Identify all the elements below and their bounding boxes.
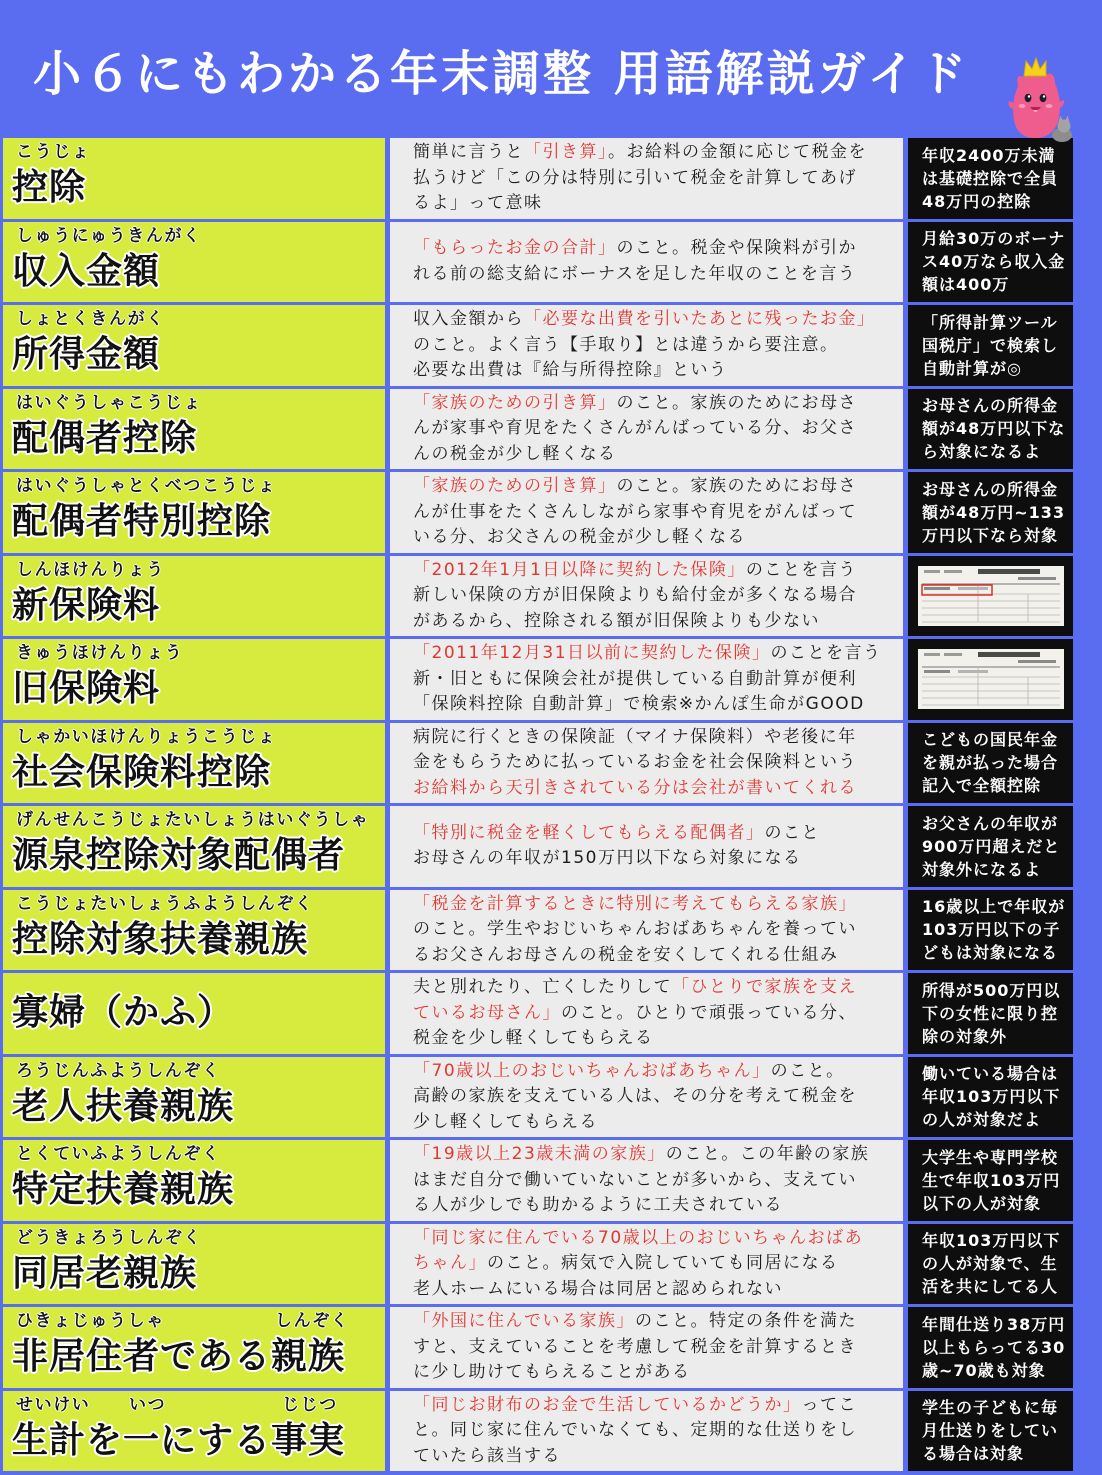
description-text: のこと。税金や保険料が引か — [616, 238, 857, 259]
glossary-row — [3, 1224, 1073, 1305]
term-cell — [3, 639, 385, 720]
glossary-row — [3, 1391, 1073, 1472]
glossary-row — [3, 1307, 1073, 1388]
description-line — [413, 750, 903, 776]
term-reading: きゅうほけんりょう — [16, 643, 184, 663]
description-text: のこと。病気で入院していても同居になる — [487, 1253, 839, 1273]
glossary-row — [3, 890, 1073, 971]
term-reading: しゅうにゅうきんがく — [16, 225, 202, 246]
description-line — [413, 821, 903, 847]
description-text: 病院に行くときの保険証（マイナ保険料）や老後に年 — [413, 726, 857, 747]
term-label: 控除対象扶養親族 — [12, 918, 309, 960]
term-reading: どうきょろうしんぞく — [16, 1227, 202, 1248]
term-label: 収入金額 — [12, 250, 161, 292]
term-reading: じじつ — [282, 1394, 338, 1415]
glossary-row — [3, 973, 1073, 1054]
note-line: 「所得計算ツール — [922, 312, 1058, 332]
term-reading: ろうじんふようしんぞく — [16, 1060, 221, 1081]
description-text: ってこ — [801, 1394, 857, 1415]
term-reading: はいぐうしゃとくべつこうじょ — [16, 476, 277, 496]
note-cell — [908, 1307, 1073, 1388]
description-cell — [390, 556, 903, 637]
term-reading: こうじょたいしょうふようしんぞく — [16, 893, 314, 914]
note-line: 年収103万円以下 — [922, 1087, 1061, 1107]
term-label: 配偶者特別控除 — [12, 501, 272, 542]
note-cell — [908, 639, 1073, 720]
term-reading: しゃかいほけんりょうこうじょ — [16, 726, 277, 747]
note-line: の人が対象で、生 — [922, 1254, 1058, 1274]
description-text: はまだ自分で働いていないことが多いから、支えてい — [413, 1169, 857, 1190]
note-line: を親が払った場合 — [922, 753, 1059, 773]
insurance-certificate-marked-thumbnail — [918, 566, 1064, 626]
highlighted-text: 「家族のための引き算」 — [413, 392, 617, 413]
description-line — [413, 1360, 903, 1386]
note-line: どもは対象になる — [922, 943, 1059, 963]
description-text: 高齢の家族を支えている人は、その分を考えて税金を — [413, 1086, 857, 1106]
term-label: 社会保険料控除 — [12, 751, 272, 793]
term-label: 新保険料 — [12, 584, 161, 626]
description-cell — [390, 890, 903, 971]
term-label: 同居老親族 — [12, 1252, 198, 1294]
term-cell — [3, 556, 385, 637]
description-cell — [390, 1057, 903, 1138]
description-line — [413, 558, 903, 584]
description-line — [413, 474, 903, 500]
description-text: のことを言う — [745, 559, 857, 580]
highlighted-text: 「同じ家に住んでいる70歳以上のおじいちゃんおばあ — [413, 1227, 864, 1248]
note-line: 48万円の控除 — [922, 191, 1032, 211]
highlighted-text: ちゃん」 — [413, 1253, 487, 1273]
description-text: のこと。特定の条件を満た — [635, 1311, 857, 1331]
description-text: 金をもらうために払っているお金を社会保険料という — [413, 752, 857, 772]
description-text: 老人ホームにいる場合は同居と認められない — [413, 1278, 783, 1299]
note-line: 額が48万円~133 — [922, 502, 1066, 522]
description-text: る人が少しでも助かるように工夫されている — [413, 1195, 783, 1215]
description-text: のことを言う — [770, 643, 882, 663]
term-cell — [3, 138, 385, 219]
description-line — [413, 525, 903, 551]
description-text: 夫と別れたり、亡くしたりして — [413, 977, 672, 997]
description-text: のこと。 — [770, 1060, 845, 1081]
description-line — [413, 1193, 903, 1219]
note-line: 歳~70歳も対象 — [922, 1360, 1046, 1380]
description-line — [413, 1251, 903, 1277]
term-cell — [3, 723, 385, 804]
note-cell — [908, 1391, 1073, 1472]
note-line: る場合は対象 — [922, 1444, 1025, 1464]
description-text: と。同じ家に住んでいなくても、定期的な仕送りをし — [413, 1420, 857, 1440]
note-line: 記入で全額控除 — [922, 776, 1042, 796]
highlighted-text: 「税金を計算するときに特別に考えてもらえる家族」 — [413, 893, 857, 914]
term-reading: しんほけんりょう — [16, 559, 165, 580]
term-cell — [3, 1307, 385, 1388]
glossary-row — [3, 1140, 1073, 1221]
description-text: るよ」って意味 — [413, 193, 543, 213]
description-line — [413, 416, 903, 442]
description-line — [413, 609, 903, 635]
note-line: 万円以下なら対象 — [922, 525, 1059, 545]
glossary-row — [3, 806, 1073, 887]
highlighted-text: 「家族のための引き算」 — [413, 476, 617, 496]
glossary-row — [3, 556, 1073, 637]
description-text: 必要な出費は『給与所得控除』という — [413, 360, 728, 380]
note-line: 年間仕送り38万円 — [922, 1314, 1066, 1334]
term-reading: はいぐうしゃこうじょ — [16, 392, 202, 413]
term-reading: しょとくきんがく — [16, 309, 165, 329]
description-line — [413, 846, 903, 872]
glossary-row — [3, 222, 1073, 303]
description-line — [413, 892, 903, 918]
description-text: お母さんの年収が150万円以下なら対象になる — [413, 848, 802, 869]
description-line — [413, 1026, 903, 1052]
note-line: 年収103万円以下 — [922, 1231, 1061, 1251]
note-cell — [908, 1057, 1073, 1138]
term-reading: せいけい — [16, 1394, 91, 1415]
note-line: こどもの国民年金 — [922, 730, 1059, 750]
note-cell — [908, 556, 1073, 637]
note-cell — [908, 389, 1073, 470]
note-line: 103万円以下の子 — [922, 920, 1061, 940]
term-label: 老人扶養親族 — [12, 1085, 235, 1127]
description-text: 少し軽くしてもらえる — [413, 1111, 598, 1132]
description-line — [413, 1444, 903, 1470]
term-cell — [3, 222, 385, 303]
description-text: のこと。この年齢の家族 — [665, 1144, 870, 1164]
description-line — [413, 1059, 903, 1085]
glossary-row — [3, 639, 1073, 720]
description-line — [413, 583, 903, 609]
glossary-row — [3, 1057, 1073, 1138]
description-line — [413, 191, 903, 217]
highlighted-text: お給料から天引きされている分は会社が書いてくれる — [413, 777, 857, 798]
description-line — [413, 975, 903, 1001]
highlighted-text: 「2012年1月1日以降に契約した保険」 — [413, 559, 746, 580]
note-cell — [908, 723, 1073, 804]
description-cell — [390, 1391, 903, 1472]
description-line — [413, 262, 903, 288]
note-line: 900万円超えだと — [922, 836, 1061, 856]
note-cell — [908, 138, 1073, 219]
note-cell — [908, 222, 1073, 303]
description-text: のこと。よく言う【手取り】とは違うから要注意。 — [413, 334, 839, 355]
description-line — [413, 236, 903, 262]
description-line — [413, 391, 903, 417]
note-line: お母さんの所得金 — [922, 479, 1059, 499]
description-text: んの税金が少し軽くなる — [413, 443, 617, 464]
page-title: 小６にもわかる年末調整 用語解説ガイド — [33, 46, 970, 102]
description-line — [413, 358, 903, 384]
note-cell — [908, 1140, 1073, 1221]
note-cell — [908, 305, 1073, 386]
highlighted-text: 「もらったお金の合計」 — [413, 238, 617, 259]
note-line: 除の対象外 — [922, 1026, 1008, 1046]
term-label: 旧保険料 — [12, 668, 161, 709]
note-cell — [908, 472, 1073, 553]
description-line — [413, 1084, 903, 1110]
highlighted-text: 「必要な出費を引いたあとに残ったお金」 — [524, 309, 876, 329]
glossary-row — [3, 723, 1073, 804]
description-line — [413, 641, 903, 667]
term-reading: とくていふようしんぞく — [16, 1144, 221, 1164]
note-line: 年収2400万未満 — [922, 145, 1056, 165]
note-line: 額が48万円以下な — [922, 419, 1066, 439]
description-cell — [390, 639, 903, 720]
description-line — [413, 776, 903, 802]
term-label: 寡婦（かふ） — [12, 992, 235, 1033]
note-cell — [908, 806, 1073, 887]
description-text: いる分、お父さんの税金が少し軽くなる — [413, 527, 746, 547]
highlighted-text: 「外国に住んでいる家族」 — [413, 1311, 635, 1331]
description-text: のこと。家族のためにお母さ — [616, 476, 857, 496]
description-text: 。お給料の金額に応じて税金を — [608, 142, 867, 162]
description-text: のこと。学生やおじいちゃんおばあちゃんを養ってい — [413, 919, 857, 939]
glossary-table — [3, 138, 1073, 1471]
note-line: ス40万なら収入金 — [922, 252, 1066, 272]
term-label: 特定扶養親族 — [12, 1169, 235, 1210]
highlighted-text: 「引き算」 — [524, 142, 608, 162]
description-text: んが仕事をたくさんしながら家事や育児をがんばって — [413, 501, 857, 522]
description-line — [413, 166, 903, 192]
note-line: お母さんの所得金 — [922, 396, 1059, 416]
term-label: 配偶者控除 — [12, 417, 198, 459]
term-cell — [3, 305, 385, 386]
description-line — [413, 1418, 903, 1444]
description-line — [413, 1168, 903, 1194]
note-cell — [908, 1224, 1073, 1305]
description-text: ていたら該当する — [413, 1445, 561, 1466]
description-text: があるから、控除される額が旧保険よりも少ない — [413, 610, 820, 631]
description-text: に少し助けてもらえることがある — [413, 1362, 691, 1382]
description-text: 払うけど「この分は特別に引いて税金を計算してあげ — [413, 167, 857, 188]
glossary-row — [3, 389, 1073, 470]
note-line: ら対象になるよ — [922, 442, 1042, 462]
term-reading: しんぞく — [275, 1311, 350, 1331]
glossary-row — [3, 138, 1073, 219]
description-line — [413, 667, 903, 693]
note-line: 自動計算が◎ — [922, 358, 1022, 378]
note-line: 月仕送りをしてい — [922, 1421, 1059, 1441]
description-line — [413, 692, 903, 718]
description-line — [413, 1001, 903, 1027]
term-label: 非居住者である親族 — [12, 1336, 346, 1377]
highlighted-text: 「特別に税金を軽くしてもらえる配偶者」 — [413, 822, 765, 843]
description-line — [413, 1110, 903, 1136]
pink-mascot-icon — [1005, 54, 1073, 144]
note-line: は基礎控除で全員 — [922, 168, 1059, 188]
note-cell — [908, 973, 1073, 1054]
description-line — [413, 943, 903, 969]
description-text: るお父さんお母さんの税金を安くしてくれる仕組み — [413, 944, 839, 965]
highlighted-text: 「同じお財布のお金で生活しているかどうか」 — [413, 1394, 802, 1415]
highlighted-text: 「ひとりで家族を支え — [672, 977, 857, 997]
description-cell — [390, 305, 903, 386]
note-line: 月給30万のボーナ — [922, 229, 1066, 249]
term-cell — [3, 1224, 385, 1305]
description-line — [413, 1226, 903, 1252]
note-line: の人が対象だよ — [922, 1110, 1042, 1130]
insurance-certificate-thumbnail — [918, 649, 1064, 709]
term-cell — [3, 389, 385, 470]
term-reading: いつ — [129, 1394, 167, 1415]
note-line: 下の女性に限り控 — [922, 1003, 1059, 1023]
description-cell — [390, 1140, 903, 1221]
description-text: れる前の総支給にボーナスを足した年収のことを言う — [413, 263, 857, 284]
description-cell — [390, 973, 903, 1054]
note-line: 対象外になるよ — [922, 859, 1042, 879]
highlighted-text: ているお母さん」 — [413, 1002, 561, 1023]
description-line — [413, 1309, 903, 1335]
description-text: 簡単に言うと — [413, 142, 524, 162]
note-line: 活を共にしてる人 — [922, 1277, 1059, 1297]
description-cell — [390, 389, 903, 470]
term-label: 所得金額 — [12, 334, 161, 375]
description-cell — [390, 138, 903, 219]
term-reading: こうじょ — [16, 142, 91, 162]
description-line — [413, 1393, 903, 1419]
term-cell — [3, 973, 385, 1054]
description-cell — [390, 472, 903, 553]
description-cell — [390, 806, 903, 887]
description-text: 「保険料控除 自動計算」で検索※かんぽ生命がGOOD — [413, 694, 865, 714]
description-text: 新しい保険の方が旧保険よりも給付金が多くなる場合 — [413, 585, 857, 605]
note-line: 以上もらってる30 — [922, 1337, 1066, 1357]
note-line: 額は400万 — [922, 275, 1010, 295]
term-label: 控除 — [12, 167, 87, 208]
description-text: 収入金額から — [413, 309, 524, 329]
term-cell — [3, 1140, 385, 1221]
description-line — [413, 1277, 903, 1303]
highlighted-text: 「2011年12月31日以前に契約した保険」 — [413, 643, 771, 663]
note-line: 16歳以上で年収が — [922, 897, 1066, 917]
description-cell — [390, 1307, 903, 1388]
description-cell — [390, 222, 903, 303]
description-text: んが家事や育児をたくさんがんばっている分、お父さ — [413, 418, 857, 438]
term-cell — [3, 890, 385, 971]
term-reading: げんせんこうじょたいしょうはいぐうしゃ — [16, 810, 370, 830]
glossary-row — [3, 472, 1073, 553]
description-line — [413, 140, 903, 166]
note-line: 生で年収103万円 — [922, 1170, 1061, 1190]
description-line — [413, 1142, 903, 1168]
note-line: 大学生や専門学校 — [922, 1147, 1059, 1167]
description-cell — [390, 1224, 903, 1305]
description-text: のこと。ひとりで頑張っている分、 — [561, 1002, 857, 1023]
note-line: 所得が500万円以 — [922, 980, 1061, 1000]
description-line — [413, 725, 903, 751]
note-line: 国税庁」で検索し — [922, 335, 1059, 355]
highlighted-text: 「70歳以上のおじいちゃんおばあちゃん」 — [413, 1060, 771, 1081]
description-text: 新・旧ともに保険会社が提供している自動計算が便利 — [413, 668, 857, 689]
description-line — [413, 442, 903, 468]
term-cell — [3, 1057, 385, 1138]
description-line — [413, 307, 903, 333]
note-line: お父さんの年収が — [922, 813, 1059, 833]
description-text: のこと。家族のためにお母さ — [616, 392, 857, 413]
highlighted-text: 「19歳以上23歳未満の家族」 — [413, 1144, 666, 1164]
description-line — [413, 1335, 903, 1361]
description-line — [413, 917, 903, 943]
description-cell — [390, 723, 903, 804]
description-text: 税金を少し軽くしてもらえる — [413, 1028, 654, 1048]
description-text: すと、支えていることを考慮して税金を計算するとき — [413, 1336, 857, 1357]
term-cell — [3, 806, 385, 887]
description-text: のこと — [764, 822, 820, 843]
term-cell — [3, 472, 385, 553]
note-cell — [908, 890, 1073, 971]
note-line: 以下の人が対象 — [922, 1193, 1042, 1213]
note-line: 働いている場合は — [922, 1064, 1059, 1084]
term-cell — [3, 1391, 385, 1472]
note-line: 学生の子どもに毎 — [922, 1398, 1059, 1418]
term-reading: ひきょじゅうしゃ — [16, 1311, 165, 1331]
term-label: 源泉控除対象配偶者 — [12, 835, 346, 876]
description-line — [413, 500, 903, 526]
term-label: 生計を一にする事実 — [12, 1419, 346, 1461]
glossary-row — [3, 305, 1073, 386]
description-line — [413, 333, 903, 359]
